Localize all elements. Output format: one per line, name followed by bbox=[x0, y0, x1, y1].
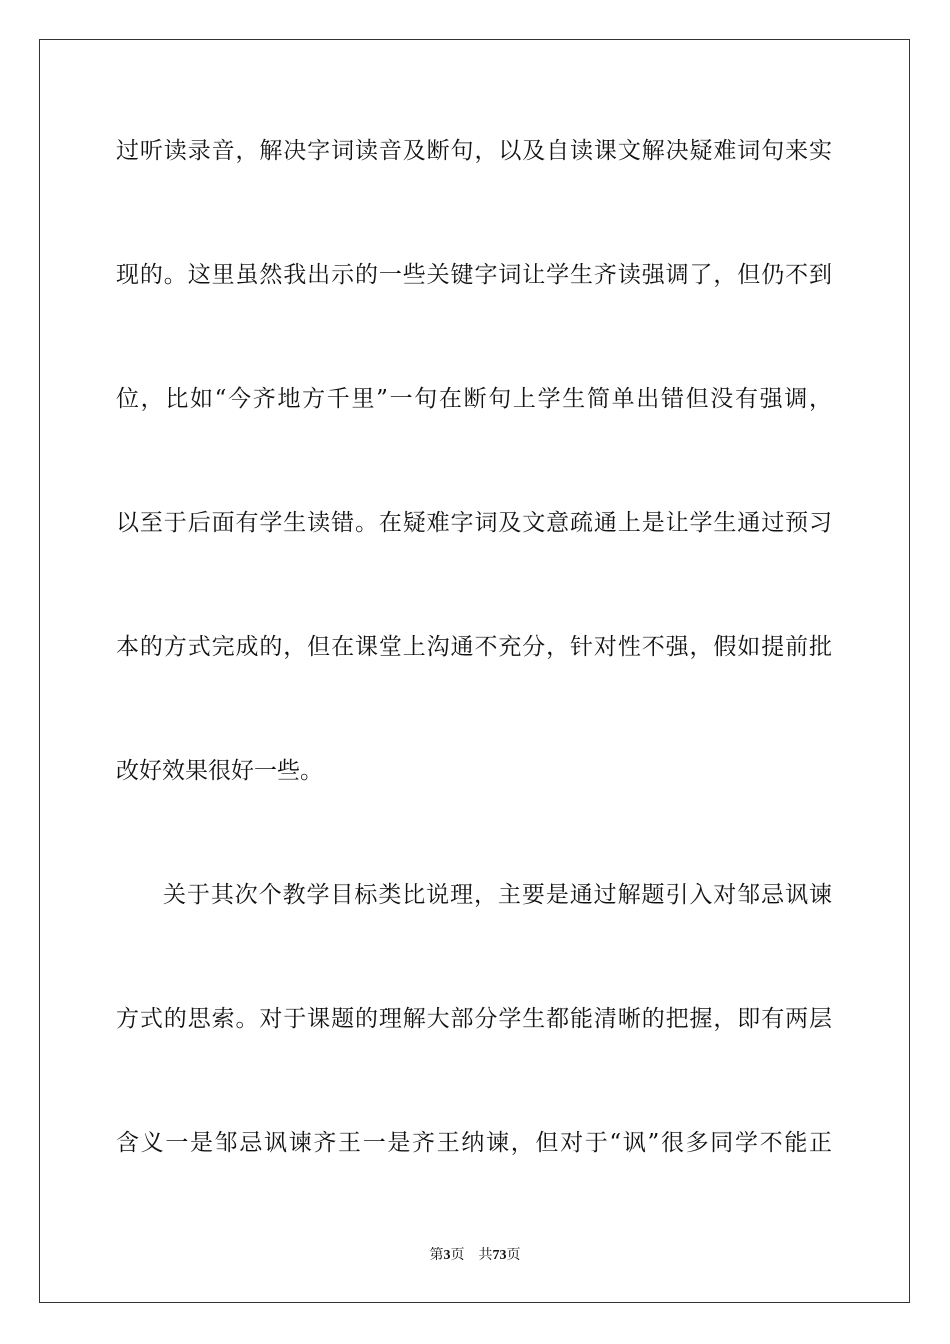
body-line-5: 本的方式完成的，但在课堂上沟通不充分，针对性不强，假如提前批 bbox=[116, 634, 832, 660]
body-line-2: 现的。这里虽然我出示的一些关键字词让学生齐读强调了，但仍不到 bbox=[116, 262, 832, 288]
body-line-9: 含义一是邹忌讽谏齐王一是齐王纳谏，但对于“讽”很多同学不能正 bbox=[116, 1130, 832, 1156]
page-prefix: 第 bbox=[429, 1247, 444, 1263]
body-line-1: 过听读录音，解决字词读音及断句，以及自读课文解决疑难词句来实 bbox=[116, 138, 832, 164]
page-suffix: 页 bbox=[450, 1247, 465, 1263]
total-pages: 73 bbox=[492, 1248, 507, 1263]
body-line-3: 位，比如“今齐地方千里”一句在断句上学生简单出错但没有强调， bbox=[116, 386, 832, 412]
total-suffix: 页 bbox=[506, 1247, 521, 1263]
page-border bbox=[39, 39, 910, 1303]
page-number: 3 bbox=[443, 1248, 451, 1263]
body-line-8: 方式的思索。对于课题的理解大部分学生都能清晰的把握，即有两层 bbox=[116, 1006, 832, 1032]
body-line-7: 关于其次个教学目标类比说理，主要是通过解题引入对邹忌讽谏 bbox=[163, 882, 832, 908]
total-prefix: 共 bbox=[478, 1247, 493, 1263]
body-line-6: 改好效果很好一些。 bbox=[116, 758, 323, 784]
body-line-4: 以至于后面有学生读错。在疑难字词及文意疏通上是让学生通过预习 bbox=[116, 510, 832, 536]
page-footer bbox=[0, 1245, 950, 1266]
